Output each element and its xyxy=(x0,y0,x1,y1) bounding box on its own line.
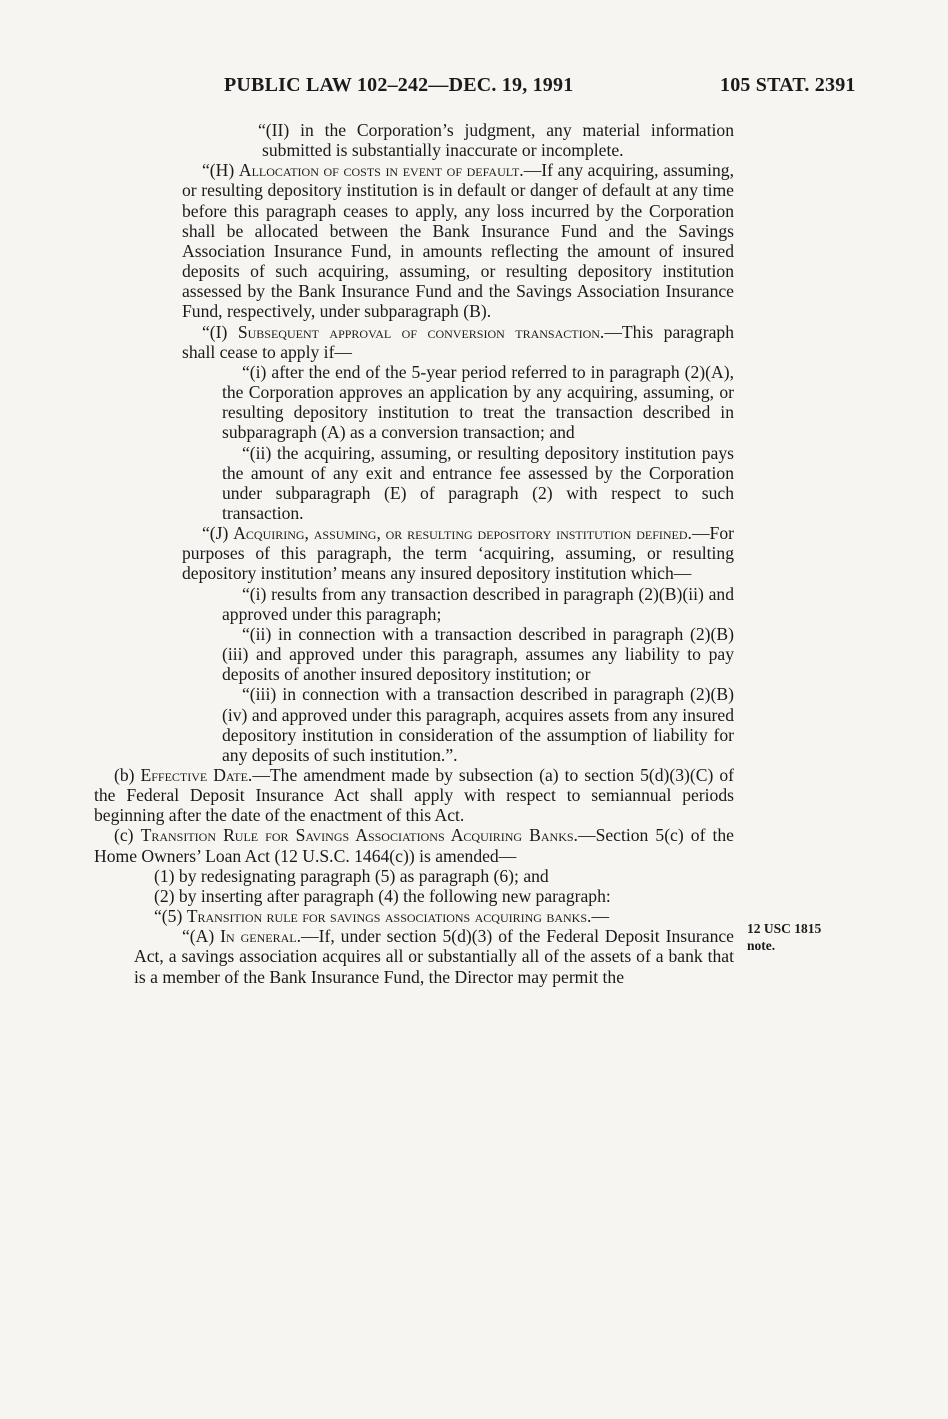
paragraph-5: “(5) Transition rule for savings associations acquiring banks.— xyxy=(154,906,610,927)
subsection-b-heading: Effective Date. xyxy=(140,765,253,785)
statute-text xyxy=(94,120,734,987)
subparagraph-A-heading: In general. xyxy=(220,926,302,947)
subparagraph-H: “(H) Allocation of costs in event of default.—If any acquiring, assuming, or resulting depository institution is in default or danger of default at any time before this paragraph ceases to apply, any loss incurred by the Corporation shall be allocated between the Bank Insurance Fund and the Savings Association Insurance Fund, in amounts reflecting the amount of insured deposits of such acquiring, assuming, or resulting depository institution assessed by the Bank Insurance Fund and the Savings Association Insurance Fund, respectively, under subparagraph (B). xyxy=(182,160,734,322)
subparagraph-I-heading: Subsequent approval of conversion transaction. xyxy=(237,321,605,342)
subparagraph-I: “(I) Subsequent approval of conversion transaction.—This paragraph shall cease to apply if— xyxy=(182,321,734,362)
subparagraph-H-heading: Allocation of costs in event of default. xyxy=(238,160,524,181)
subsection-b: (b) Effective Date.—The amendment made by subsection (a) to section 5(d)(3)(C) of the Federal Deposit Insurance Act shall apply with respect to semiannual periods beginning after the date of the enactment of this Act. xyxy=(94,765,734,826)
subsection-c-item-1: (1) by redesignating paragraph (5) as paragraph (6); and xyxy=(154,865,549,886)
paragraph-5-heading: Transition rule for savings associations acquiring banks. xyxy=(186,906,592,927)
subsection-c-item-2: (2) by inserting after paragraph (4) the following new paragraph: xyxy=(154,885,611,906)
running-header-title: PUBLIC LAW 102–242—DEC. 19, 1991 xyxy=(224,74,574,96)
margin-citation-note xyxy=(747,920,857,954)
subparagraph-J: “(J) Acquiring, assuming, or resulting depository institution defined.—For purposes of this paragraph, the term ‘acquiring, assuming, or resulting depository institution’ means any insured depository institution which— xyxy=(182,523,734,584)
subparagraph-I-clause-i: “(i) after the end of the 5-year period referred to in paragraph (2)(A), the Corporation approves an application by any acquiring, assuming, or resulting depository institution to treat the transaction described in subparagraph (A) as a conversion transaction; and xyxy=(222,361,734,443)
subparagraph-J-heading: Acquiring, assuming, or resulting depository institution defined. xyxy=(233,523,692,544)
paragraph-5-subparagraph-A: “(A) In general.—If, under section 5(d)(3) of the Federal Deposit Insurance Act, a savings association acquires all or substantially all of the assets of a bank that is a member of the Bank Insurance Fund, the Director may permit the xyxy=(134,926,734,987)
subparagraph-J-clause-i: “(i) results from any transaction described in paragraph (2)(B)(ii) and approved under this paragraph; xyxy=(222,583,734,624)
subparagraph-J-clause-ii: “(ii) in connection with a transaction described in paragraph (2)(B)(iii) and approved under this paragraph, assumes any liability to pay deposits of another insured depository institution; or xyxy=(222,623,734,685)
margin-note-label: note. xyxy=(747,938,776,953)
subparagraph-I-clause-ii: “(ii) the acquiring, assuming, or resulting depository institution pays the amount of any exit and entrance fee assessed by the Corporation under subparagraph (E) of paragraph (2) with respect to such transaction. xyxy=(222,442,734,523)
page-stat-number: 105 STAT. 2391 xyxy=(720,74,856,96)
subsection-c-heading: Transition Rule for Savings Associations Acquiring Banks. xyxy=(140,825,578,846)
margin-citation: 12 USC 1815 xyxy=(747,921,822,936)
subparagraph-J-clause-iii: “(iii) in connection with a transaction described in paragraph (2)(B)(iv) and approved under this paragraph, acquires assets from any insured depository institution in consideration of the assumption of liability for any deposits of such institution.”. xyxy=(222,684,734,765)
subsection-c: (c) Transition Rule for Savings Associations Acquiring Banks.—Section 5(c) of the Home Owners’ Loan Act (12 U.S.C. 1464(c)) is amended— xyxy=(94,825,734,866)
clause-II: “(II) in the Corporation’s judgment, any material information submitted is substantially inaccurate or incomplete. xyxy=(258,120,734,161)
